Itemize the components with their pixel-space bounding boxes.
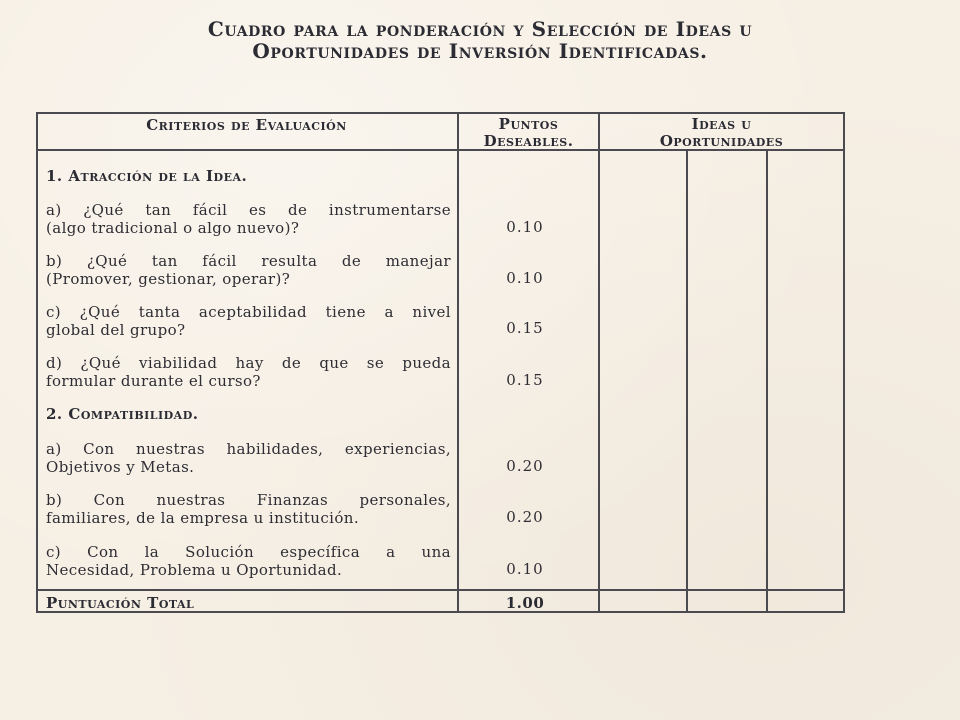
table-left-border xyxy=(36,112,38,613)
table-top-border xyxy=(36,112,845,114)
total-points: 1.00 xyxy=(505,594,545,612)
criterion-text-line-2: Objetivos y Metas. xyxy=(46,458,195,476)
header-criterios: Criterios de Evaluación xyxy=(146,116,347,134)
criterion-text-line-1: c) ¿Qué tanta aceptabilidad tiene a nivel xyxy=(46,303,451,321)
criterion-points: 0.15 xyxy=(506,371,544,389)
criterion-row xyxy=(46,201,451,237)
criterion-text-line-2: global del grupo? xyxy=(46,321,186,339)
criterion-text-line-1: c) Con la Solución específica a una xyxy=(46,543,451,561)
criterion-row xyxy=(46,543,451,579)
criterion-text-line-2: Necesidad, Problema u Oportunidad. xyxy=(46,561,343,579)
criterion-text-line-1: a) Con nuestras habilidades, experiencias, xyxy=(46,440,451,458)
document-title xyxy=(90,18,870,62)
criterion-points: 0.10 xyxy=(506,269,544,287)
criterion-text-line-1: a) ¿Qué tan fácil es de instrumentarse xyxy=(46,201,451,219)
header-puntos-line-1: Puntos xyxy=(498,115,559,133)
section-title-compatibilidad: 2. Compatibilidad. xyxy=(46,405,199,423)
column-divider-idea-1 xyxy=(686,150,688,613)
criterion-text-line-2: (Promover, gestionar, operar)? xyxy=(46,270,291,288)
column-divider-idea-2 xyxy=(766,150,768,613)
criterion-points: 0.15 xyxy=(506,319,544,337)
header-puntos xyxy=(459,116,598,150)
header-ideas-line-1: Ideas u xyxy=(691,115,752,133)
title-line-1: Cuadro para la ponderación y Selección de Ideas u xyxy=(207,17,753,41)
column-divider-puntos xyxy=(598,112,600,613)
header-ideas xyxy=(600,116,843,150)
total-label: Puntuación Total xyxy=(46,594,195,612)
criterion-text-line-2: formular durante el curso? xyxy=(46,372,261,390)
criterion-text-line-2: (algo tradicional o algo nuevo)? xyxy=(46,219,300,237)
criterion-row xyxy=(46,252,451,288)
column-divider-criterios xyxy=(457,112,459,613)
header-puntos-line-2: Deseables. xyxy=(483,132,574,150)
criterion-row xyxy=(46,491,451,527)
criterion-text-line-1: b) ¿Qué tan fácil resulta de manejar xyxy=(46,252,451,270)
criterion-text-line-2: familiares, de la empresa u institución. xyxy=(46,509,360,527)
criterion-points: 0.20 xyxy=(506,508,544,526)
criterion-row xyxy=(46,354,451,390)
criterion-points: 0.10 xyxy=(506,218,544,236)
header-ideas-line-2: Oportunidades xyxy=(659,132,784,150)
table-right-border xyxy=(843,112,845,613)
criterion-row xyxy=(46,440,451,476)
section-title-atraccion: 1. Atracción de la Idea. xyxy=(46,167,248,185)
criterion-row xyxy=(46,303,451,339)
total-divider xyxy=(36,589,845,591)
title-line-2: Oportunidades de Inversión Identificadas. xyxy=(252,39,708,63)
criterion-text-line-1: d) ¿Qué viabilidad hay de que se pueda xyxy=(46,354,451,372)
criterion-points: 0.10 xyxy=(506,560,544,578)
criterion-points: 0.20 xyxy=(506,457,544,475)
criterion-text-line-1: b) Con nuestras Finanzas personales, xyxy=(46,491,451,509)
